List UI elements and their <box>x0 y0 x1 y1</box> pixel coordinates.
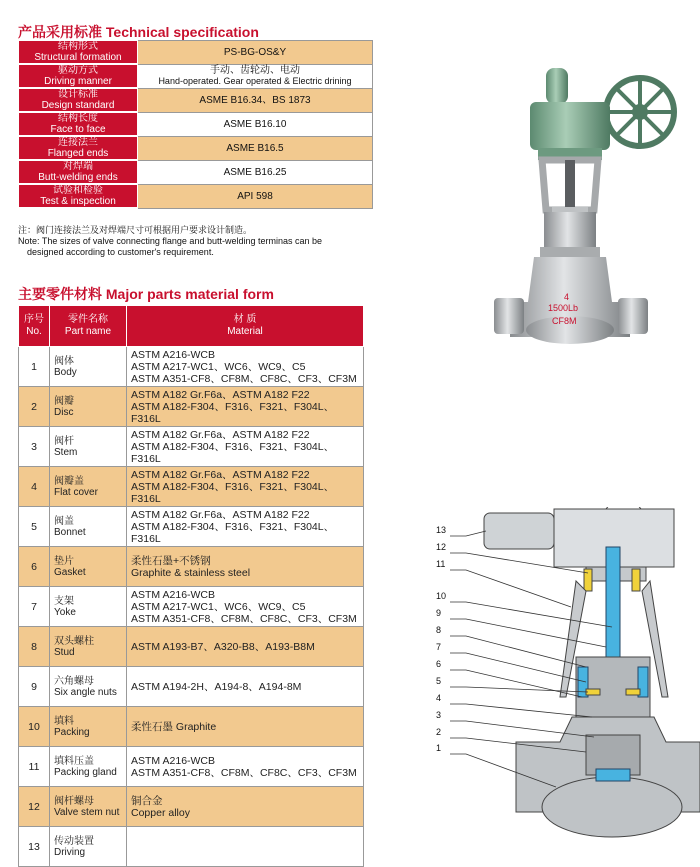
spec-value: API 598 <box>138 184 373 208</box>
material-line: 铜合金 <box>131 794 163 807</box>
material-line: Copper alloy <box>131 806 190 819</box>
material-line: ASTM A351-CF8、CF8M、CF8C、CF3、CF3M <box>131 612 357 625</box>
photo-marking-3: CF8M <box>552 316 577 326</box>
spec-label: 结构长度 Face to face <box>19 112 138 136</box>
table-row <box>19 787 364 827</box>
valve-section-drawing <box>436 507 700 862</box>
part-material <box>127 387 364 427</box>
spec-label: 结构形式 Structural formation <box>19 41 138 65</box>
parts-table <box>18 305 364 867</box>
section-callout-number: 4 <box>436 693 442 703</box>
material-line: 柔性石墨 Graphite <box>131 720 217 733</box>
part-material <box>127 427 364 467</box>
part-no: 11 <box>19 747 50 787</box>
part-name: 阀体 Body <box>50 347 127 387</box>
part-material <box>127 547 364 587</box>
part-name: 六角螺母 Six angle nuts <box>50 667 127 707</box>
spec-label: 试验和检验 Test & inspection <box>19 184 138 208</box>
material-line: ASTM A193-B7、A320-B8、A193-B8M <box>131 640 315 653</box>
part-material <box>127 467 364 507</box>
part-no: 4 <box>19 467 50 507</box>
part-material <box>127 587 364 627</box>
part-material <box>127 347 364 387</box>
part-name: 填料压盖 Packing gland <box>50 747 127 787</box>
spec-table <box>18 40 373 209</box>
part-material <box>127 787 364 827</box>
spec-value: ASME B16.25 <box>138 160 373 184</box>
section-callout-number: 10 <box>436 591 447 601</box>
material-line: ASTM A217-WC1、WC6、WC9、C5 <box>131 360 306 373</box>
note-cn: 注：阀门连接法兰及对焊端尺寸可根据用户要求设计制造。 <box>18 225 253 235</box>
spec-row <box>19 41 373 65</box>
photo-marking-2: 1500Lb <box>548 303 579 313</box>
material-line: ASTM A194-2H、A194-8、A194-8M <box>131 680 302 693</box>
spec-value: ASME B16.34、BS 1873 <box>138 88 373 112</box>
part-no: 10 <box>19 707 50 747</box>
table-row <box>19 747 364 787</box>
part-name: 垫片 Gasket <box>50 547 127 587</box>
parts-title: 主要零件材料 Major parts material form <box>18 286 274 302</box>
part-no: 8 <box>19 627 50 667</box>
material-line: ASTM A182 Gr.F6a、ASTM A182 F22 <box>131 468 310 481</box>
parts-header-row <box>19 306 364 347</box>
note-en-1: Note: The sizes of valve connecting flange and butt-welding terminas can be <box>18 236 323 246</box>
spec-row <box>19 136 373 160</box>
table-row <box>19 547 364 587</box>
table-row <box>19 387 364 427</box>
table-row <box>19 627 364 667</box>
part-name: 填料 Packing <box>50 707 127 747</box>
handwheel-icon <box>606 78 674 146</box>
material-line: ASTM A182-F304、F316、F321、F304L、F316L <box>131 520 335 545</box>
section-callout-number: 13 <box>436 525 447 535</box>
table-row <box>19 347 364 387</box>
part-no: 1 <box>19 347 50 387</box>
part-material <box>127 507 364 547</box>
header-name: 零件名称 Part name <box>50 306 127 347</box>
section-callout-number: 9 <box>436 608 442 618</box>
part-material <box>127 627 364 667</box>
section-callout-number: 5 <box>436 676 442 686</box>
spec-label: 连接法兰 Flanged ends <box>19 136 138 160</box>
material-line: ASTM A351-CF8、CF8M、CF8C、CF3、CF3M <box>131 372 357 385</box>
material-line: Graphite & stainless steel <box>131 566 251 579</box>
part-material <box>127 707 364 747</box>
section-callout-number: 6 <box>436 659 442 669</box>
part-name: 阀瓣 Disc <box>50 387 127 427</box>
section-callout-number: 8 <box>436 625 442 635</box>
material-line: ASTM A182 Gr.F6a、ASTM A182 F22 <box>131 508 310 521</box>
part-no: 13 <box>19 827 50 867</box>
section-callout-number: 11 <box>436 559 446 569</box>
spec-label: 驱动方式 Driving manner <box>19 64 138 88</box>
part-no: 3 <box>19 427 50 467</box>
part-material <box>127 827 364 867</box>
part-name: 阀杆 Stem <box>50 427 127 467</box>
part-name: 支架 Yoke <box>50 587 127 627</box>
section-callout-number: 3 <box>436 710 442 720</box>
valve-photo <box>490 62 690 357</box>
header-no: 序号 No. <box>19 306 50 347</box>
section-callout-number: 12 <box>436 542 447 552</box>
part-material <box>127 667 364 707</box>
note-en-2: designed according to customer's requirement. <box>27 247 214 257</box>
spec-value: PS-BG-OS&Y <box>138 41 373 65</box>
part-name: 阀瓣盖 Flat cover <box>50 467 127 507</box>
part-name: 传动装置 Driving <box>50 827 127 867</box>
material-line: ASTM A217-WC1、WC6、WC9、C5 <box>131 600 306 613</box>
material-line: ASTM A216-WCB <box>131 588 216 601</box>
part-no: 12 <box>19 787 50 827</box>
part-no: 2 <box>19 387 50 427</box>
table-row <box>19 707 364 747</box>
table-row <box>19 587 364 627</box>
photo-marking-1: 4 <box>564 292 570 302</box>
spec-value: ASME B16.5 <box>138 136 373 160</box>
spec-row <box>19 112 373 136</box>
table-row <box>19 667 364 707</box>
table-row <box>19 827 364 867</box>
material-line: ASTM A182-F304、F316、F321、F304L、F316L <box>131 480 335 505</box>
table-row <box>19 507 364 547</box>
table-row <box>19 427 364 467</box>
section-callout-number: 1 <box>436 743 442 753</box>
material-line: ASTM A216-WCB <box>131 754 216 767</box>
part-no: 6 <box>19 547 50 587</box>
spec-row <box>19 64 373 88</box>
part-no: 5 <box>19 507 50 547</box>
material-line: 柔性石墨+不锈钢 <box>131 554 211 567</box>
material-line: ASTM A182-F304、F316、F321、F304L、F316L <box>131 440 335 465</box>
material-line: ASTM A182 Gr.F6a、ASTM A182 F22 <box>131 428 310 441</box>
part-name: 阀杆螺母 Valve stem nut <box>50 787 127 827</box>
spec-label: 对焊端 Butt-welding ends <box>19 160 138 184</box>
spec-note <box>18 225 378 258</box>
section-callout-number: 2 <box>436 727 442 737</box>
material-line: ASTM A182 Gr.F6a、ASTM A182 F22 <box>131 388 310 401</box>
material-line: ASTM A351-CF8、CF8M、CF8C、CF3、CF3M <box>131 766 357 779</box>
spec-value: 手动、齿轮动、电动 Hand-operated. Gear operated & Electric drining <box>138 64 373 88</box>
spec-title: 产品采用标准 Technical specification <box>18 24 259 40</box>
spec-row <box>19 184 373 208</box>
part-no: 7 <box>19 587 50 627</box>
header-material: 材 质 Material <box>127 306 364 347</box>
spec-label: 设计标准 Design standard <box>19 88 138 112</box>
material-line: ASTM A182-F304、F316、F321、F304L、F316L <box>131 400 335 425</box>
part-no: 9 <box>19 667 50 707</box>
table-row <box>19 467 364 507</box>
part-name: 双头螺柱 Stud <box>50 627 127 667</box>
spec-row <box>19 88 373 112</box>
part-material <box>127 747 364 787</box>
material-line: ASTM A216-WCB <box>131 348 216 361</box>
spec-value: ASME B16.10 <box>138 112 373 136</box>
spec-row <box>19 160 373 184</box>
part-name: 阀盖 Bonnet <box>50 507 127 547</box>
section-callout-number: 7 <box>436 642 442 652</box>
